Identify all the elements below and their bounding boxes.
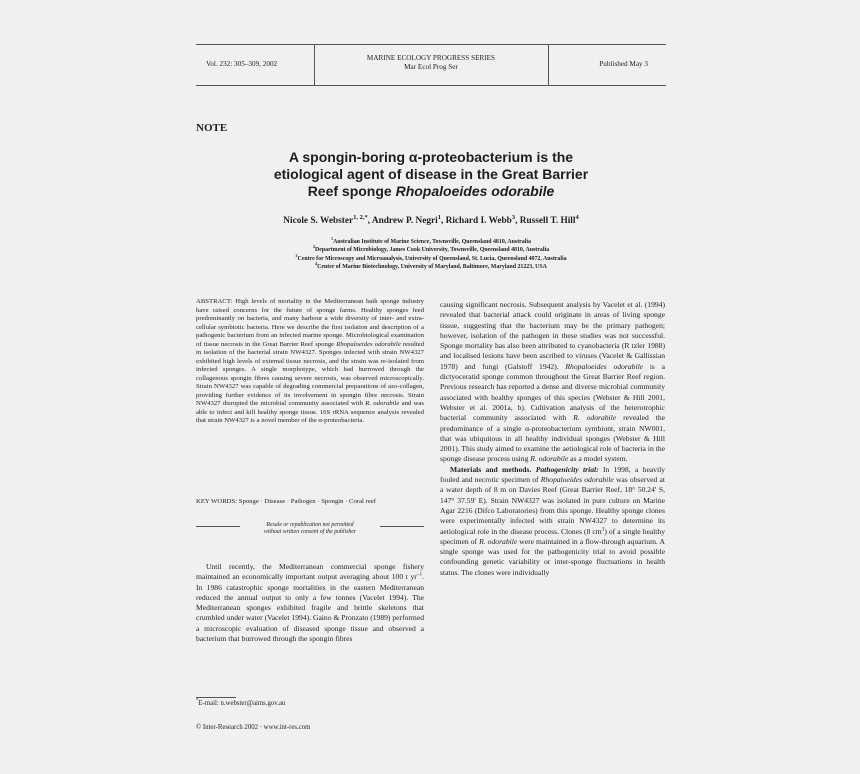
header-divider-right xyxy=(548,45,549,85)
journal-name: MARINE ECOLOGY PROGRESS SERIES xyxy=(366,54,496,62)
title-line-1: A spongin-boring α-proteobacterium is the xyxy=(288,149,574,165)
author-list xyxy=(200,213,662,226)
title-line-3-text: Reef sponge xyxy=(307,183,396,199)
abstract-label: ABSTRACT: xyxy=(196,298,233,305)
author: Andrew P. Negri$^1$, xyxy=(371,213,446,226)
journal-name-block xyxy=(326,54,536,72)
paragraph: causing significant necrosis. Subsequent analysis by Vacelet et al. (1994) revealed that bacterial attack could originate in areas of living sponge tissue, suggesting that the bacterium may be the primary pathogen; however, isolation of the pathogen in these studies was not successful. Sponge mortality has also been attributed to cyanobacteria (R tzler 1988) and localised lesions have been ascribed to viruses (Vacelet & Gallissian 1978) and fungi (Galstoff 1942). Rhopaloeides odorabile is a dictyoceratid sponge common throughout the Great Barrier Reef region. Previous research has reported a dense and diverse microbial community associated with healthy sponges of this species (Webster & Hill 2001, Webster et al. 2001a, b). Cultivation analysis of the heterotrophic bacterial community associated with R. odorabile revealed the predominance of a single α-proteobacterium symbiont, strain NW001, that was ubiquitous in all healthy individual sponges (Webster & Hill 2001). This study aimed to examine the aetiological role of bacteria in the sponge disease process using R. odorabile as a model system. xyxy=(440,300,666,464)
keywords-label: KEY WORDS: xyxy=(196,498,238,505)
author: Russell T. Hill$^4$ xyxy=(519,213,579,226)
affiliation: $^3$Centre for Microscopy and Microanalysis, University of Queensland, St. Lucia, Queensland 4072, Australia xyxy=(295,252,567,262)
keywords: KEY WORDS: Sponge · Disease · Pathogen · Spongin · Coral reef xyxy=(196,498,376,505)
author: Nicole S. Webster$^{1, 2,*}$, xyxy=(283,213,372,226)
rule-right xyxy=(380,526,424,527)
resale-line-1: Resale or republication not permitted xyxy=(266,522,354,528)
introduction-text: Until recently, the Mediterranean commercial sponge fishery maintained an economically important output averaging about 100 t $yr^{-1}$. In 1986 catastrophic sponge mortalities in the eastern Mediterranean reduced the annual output to only a few tonnes (Vacelet 1994). The Mediterranean sponges exhibited fragile and brittle skeletons that crumbled under water (Vacelet 1994). Gaino & Pronzato (1989) performed a microscopic evaluation of diseased sponge tissue and observed a bacterium that burrowed through the spongin fibres xyxy=(196,562,424,644)
copyright: © Inter-Research 2002 · www.int-res.com xyxy=(196,724,311,731)
paper-title xyxy=(236,149,626,200)
right-column-text xyxy=(440,300,665,578)
volume-info: Vol. 232: 305–309, 2002 xyxy=(206,60,278,68)
affiliation: $^2$Department of Microbiology, James Cook University, Townsville, Queensland 4810, Australia xyxy=(312,244,550,254)
title-line-2: etiological agent of disease in the Great Barrier xyxy=(273,166,589,182)
methods-paragraph: Materials and methods. Pathogenicity trial: In 1998, a heavily fouled and necrotic specimen of Rhopaloeides odorabile was observed at a water depth of 8 m on Davies Reef (Great Barrier Reef, 18° 50.24' S, 147° 37.59' E). Strain NW4327 was isolated in pure culture on Marine Agar 2216 (Difco Laboratories) from this sponge. Healthy sponge clones were experimentally infected with strain NW4327 to determine its aetiological role in the disease process. Clones (8 $cm^3$) of a single healthy specimen of R. odorabile were maintained in a flow-through aquarium. A single sponge was used for the pathogenicity trial to avoid possible confounding genetic variability or inter-sponge fluctuations in health status. The clones were individually xyxy=(440,464,666,577)
title-line-3 xyxy=(236,183,626,200)
footnote-rule xyxy=(196,697,236,698)
rule-left xyxy=(196,526,240,527)
footnote-email: *E-mail: n.webster@aims.gov.au xyxy=(196,698,286,707)
published-date: Published May 3 xyxy=(599,60,648,68)
affiliation: $^4$Center of Marine Biotechnology, University of Maryland, Baltimore, Maryland 21223, USA xyxy=(315,261,547,271)
title-species: Rhopaloeides odorabile xyxy=(395,183,555,199)
affiliation: $^1$Australian Institute of Marine Science, Townsville, Queensland 4810, Australia xyxy=(331,236,531,245)
methods-subheading: Pathogenicity trial: xyxy=(531,464,599,474)
affiliation-list xyxy=(200,238,662,272)
journal-abbrev: Mar Ecol Prog Ser xyxy=(404,63,458,71)
author: Richard I. Webb$^3$, xyxy=(445,213,520,226)
header-divider-left xyxy=(314,45,315,85)
resale-line-2: without written consent of the publisher xyxy=(263,529,357,535)
section-label: NOTE xyxy=(196,122,228,134)
journal-header xyxy=(196,44,666,86)
resale-notice xyxy=(196,522,424,536)
abstract: ABSTRACT: High levels of mortality in the Mediterranean bath sponge industry have raised concerns for the future of sponge farms. Healthy sponges feed predominantly on bacteria, and many harbour a wide diversity of inter- and extra-cellular symbiotic bacteria. Here we describe the first isolation and description of a pathogenic bacterium from an infected marine sponge. Microbiological examination of tissue necrosis in the Great Barrier Reef sponge Rhopaloeides odorabile resulted in isolation of the bacterial strain NW4327. Sponges infected with strain NW4327 exhibited high levels of external tissue necrosis, and the strain was re-isolated from infected sponges. A single morphotype, which had burrowed through the collagenous spongin fibres causing severe necrosis, was observed microscopically. Strain NW4327 was capable of degrading commercial preparations of azo-collagen, providing further evidence of its involvement in spongin fibre necrosis. Strain NW4327 disrupted the microbial community associated with R. odorabile and was able to infect and kill healthy sponge tissue. 16S rRNA sequence analysis revealed that strain NW4327 is a novel member of the α-proteobacteria. xyxy=(196,298,424,424)
methods-heading: Materials and methods. xyxy=(450,464,532,474)
